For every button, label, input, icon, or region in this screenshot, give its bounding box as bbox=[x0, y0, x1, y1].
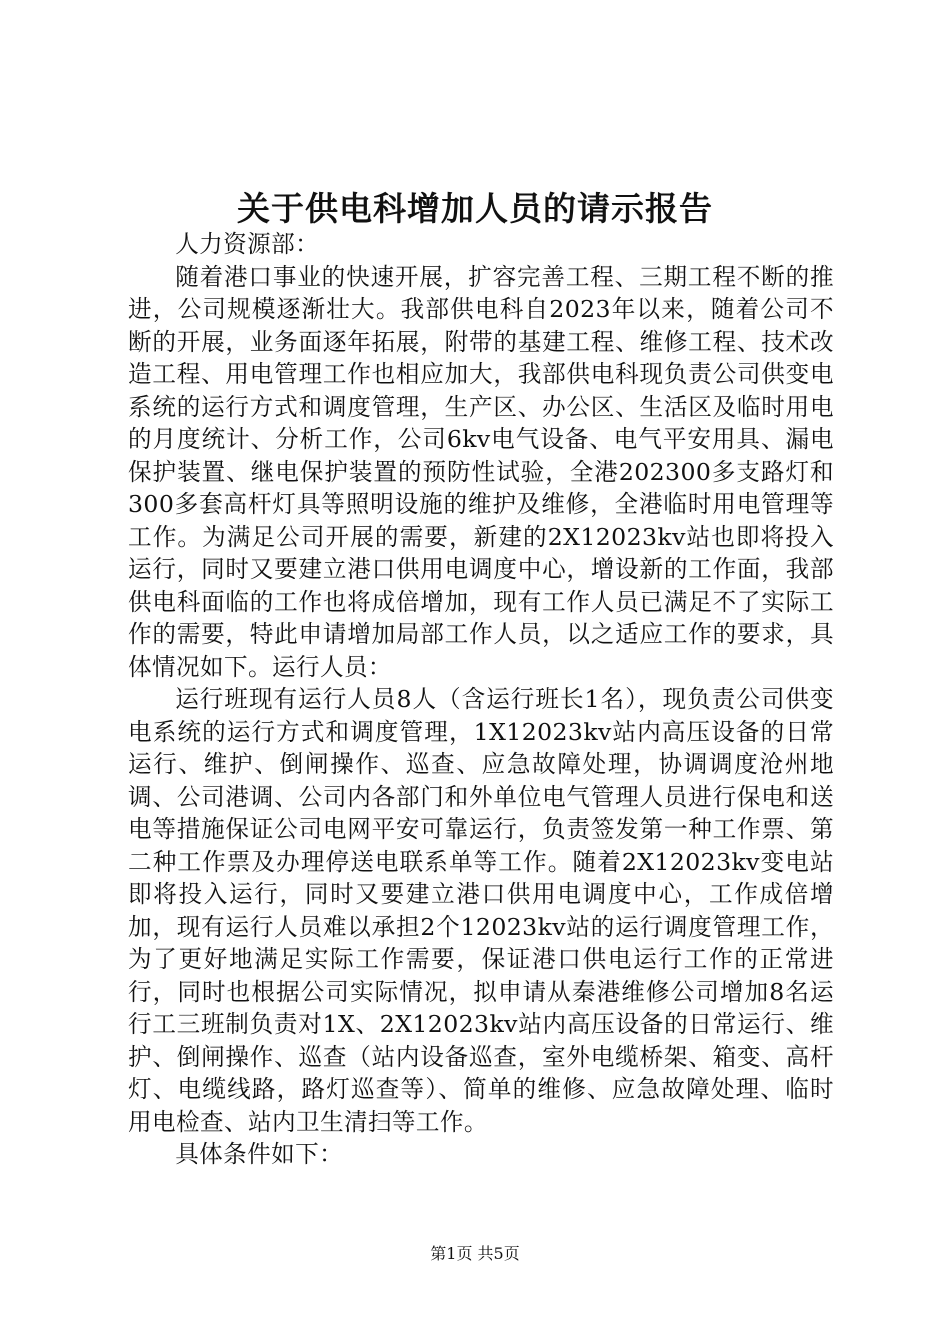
intro-paragraph: 随着港口事业的快速开展，扩容完善工程、三期工程不断的推进，公司规模逐渐壮大。我部供电科自2023年以来，随着公司不断的开展，业务面逐年拓展，附带的基建工程、维修工程、技术改造工程、用电管理工作也相应加大，我部供电科现负责公司供变电系统的运行方式和调度管理，生产区、办公区、生活区及临时用电的月度统计、分析工作，公司6kv电气设备、电气平安用具、漏电保护装置、继电保护装置的预防性试验，全港202300多支路灯和300多套高杆灯具等照明设施的维护及维修，全港临时用电管理等工作。为满足公司开展的需要，新建的2X12023kv站也即将投入运行，同时又要建立港口供用电调度中心，增设新的工作面，我部供电科面临的工作也将成倍增加，现有工作人员已满足不了实际工作的需要，特此申请增加局部工作人员，以之适应工作的要求，具体情况如下。运行人员： bbox=[128, 262, 834, 681]
document-title: 关于供电科增加人员的请示报告 bbox=[237, 189, 713, 228]
conditions-heading-paragraph: 具体条件如下： bbox=[175, 1140, 344, 1168]
operations-staff-paragraph: 运行班现有运行人员8人（含运行班长1名），现负责公司供变电系统的运行方式和调度管理，1X12023kv站内高压设备的日常运行、维护、倒闸操作、巡查、应急故障处理，协调调度沧州地调、公司港调、公司内各部门和外单位电气管理人员进行保电和送电等措施保证公司电网平安可靠运行，负责签发第一种工作票、第二种工作票及办理停送电联系单等工作。随着2X12023kv变电站即将投入运行，同时又要建立港口供用电调度中心，工作成倍增加，现有运行人员难以承担2个12023kv站的运行调度管理工作，为了更好地满足实际工作需要，保证港口供电运行工作的正常进行，同时也根据公司实际情况，拟申请从秦港维修公司增加8名运行工三班制负责对1X、2X12023kv站内高压设备的日常运行、维护、倒闸操作、巡查（站内设备巡查，室外电缆桥架、箱变、高杆灯、电缆线路，路灯巡查等）、简单的维修、应急故障处理、临时用电检查、站内卫生清扫等工作。 bbox=[128, 685, 834, 1136]
salutation-paragraph: 人力资源部： bbox=[175, 230, 320, 258]
document-body bbox=[128, 228, 834, 1171]
page-number-footer: 第1页 共5页 bbox=[430, 1244, 520, 1263]
